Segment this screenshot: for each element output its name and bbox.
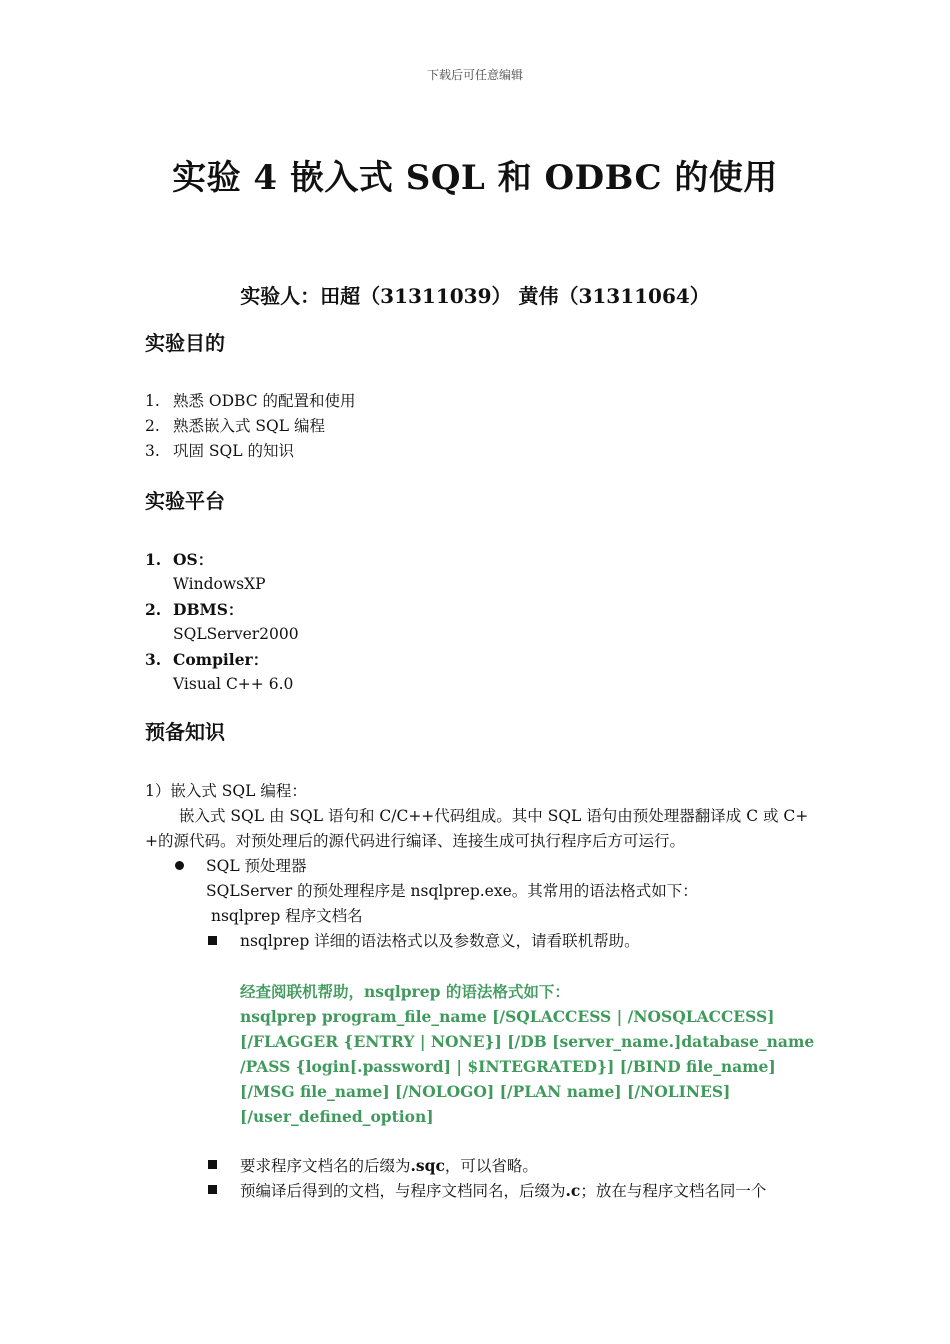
paragraph-line: 嵌入式 SQL 由 SQL 语句和 C/C++代码组成。其中 SQL 语句由预处理器翻译成 C 或 C+	[179, 807, 809, 825]
text-run: 要求程序文档名的后缀为	[240, 1157, 411, 1175]
section-heading-purpose: 实验目的	[145, 331, 225, 355]
page-title: 实验 4 嵌入式 SQL 和 ODBC 的使用	[172, 158, 778, 198]
list-item: 熟悉 ODBC 的配置和使用	[173, 392, 356, 410]
bullet-title: SQL 预处理器	[206, 857, 307, 875]
text-run: .c	[565, 1181, 581, 1200]
bullet-dot-icon	[175, 861, 184, 870]
list-number: 3.	[145, 442, 160, 460]
list-number: 2.	[145, 417, 160, 435]
platform-value-compiler: Visual C++ 6.0	[173, 675, 294, 693]
syntax-line: 经查阅联机帮助，nsqlprep 的语法格式如下：	[240, 982, 570, 1001]
list-number: 1.	[145, 392, 160, 410]
platform-value-dbms: SQLServer2000	[173, 625, 299, 643]
section-heading-knowledge: 预备知识	[145, 720, 225, 744]
bullet-square-icon	[208, 1160, 217, 1169]
list-number: 3.	[145, 650, 162, 669]
text-run: ，可以省略。	[444, 1157, 538, 1175]
paragraph-line: nsqlprep 程序文档名	[211, 907, 363, 925]
syntax-line: nsqlprep program_file_name [/SQLACCESS | /NOSQLACCESS]	[240, 1007, 775, 1026]
syntax-line: [/FLAGGER {ENTRY | NONE}] [/DB [server_name.]database_name	[240, 1032, 815, 1051]
subsection-title: 1）嵌入式 SQL 编程：	[145, 782, 307, 800]
platform-label-compiler: Compiler：	[173, 650, 269, 669]
text-run: .sqc	[410, 1156, 445, 1175]
syntax-line: [/MSG file_name] [/NOLOGO] [/PLAN name] [/NOLINES]	[240, 1082, 731, 1101]
paragraph-line: nsqlprep 详细的语法格式以及参数意义，请看联机帮助。	[240, 932, 640, 950]
syntax-line: /PASS {login[.password] | $INTEGRATED}] [/BIND file_name]	[240, 1057, 776, 1076]
authors-line: 实验人：田超（31311039） 黄伟（31311064）	[240, 284, 710, 308]
header-note: 下载后可任意编辑	[426, 68, 523, 82]
platform-label-os: OS：	[173, 550, 214, 569]
bullet-square-icon	[208, 1185, 217, 1194]
section-heading-platform: 实验平台	[145, 489, 225, 513]
paragraph-line: SQLServer 的预处理程序是 nsqlprep.exe。其常用的语法格式如下：	[206, 882, 698, 900]
text-run: 预编译后得到的文档，与程序文档同名，后缀为	[240, 1182, 566, 1200]
paragraph-line: +的源代码。对预处理后的源代码进行编译、连接生成可执行程序后方可运行。	[145, 832, 685, 850]
list-item: 熟悉嵌入式 SQL 编程	[173, 417, 325, 435]
syntax-line: [/user_defined_option]	[240, 1107, 434, 1126]
list-number: 2.	[145, 600, 162, 619]
paragraph-line	[240, 1153, 538, 1179]
bullet-square-icon	[208, 936, 217, 945]
platform-label-dbms: DBMS：	[173, 600, 244, 619]
paragraph-line	[240, 1178, 766, 1204]
list-number: 1.	[145, 550, 162, 569]
list-item: 巩固 SQL 的知识	[173, 442, 294, 460]
platform-value-os: WindowsXP	[173, 575, 266, 593]
text-run: ；放在与程序文档名同一个	[580, 1182, 767, 1200]
